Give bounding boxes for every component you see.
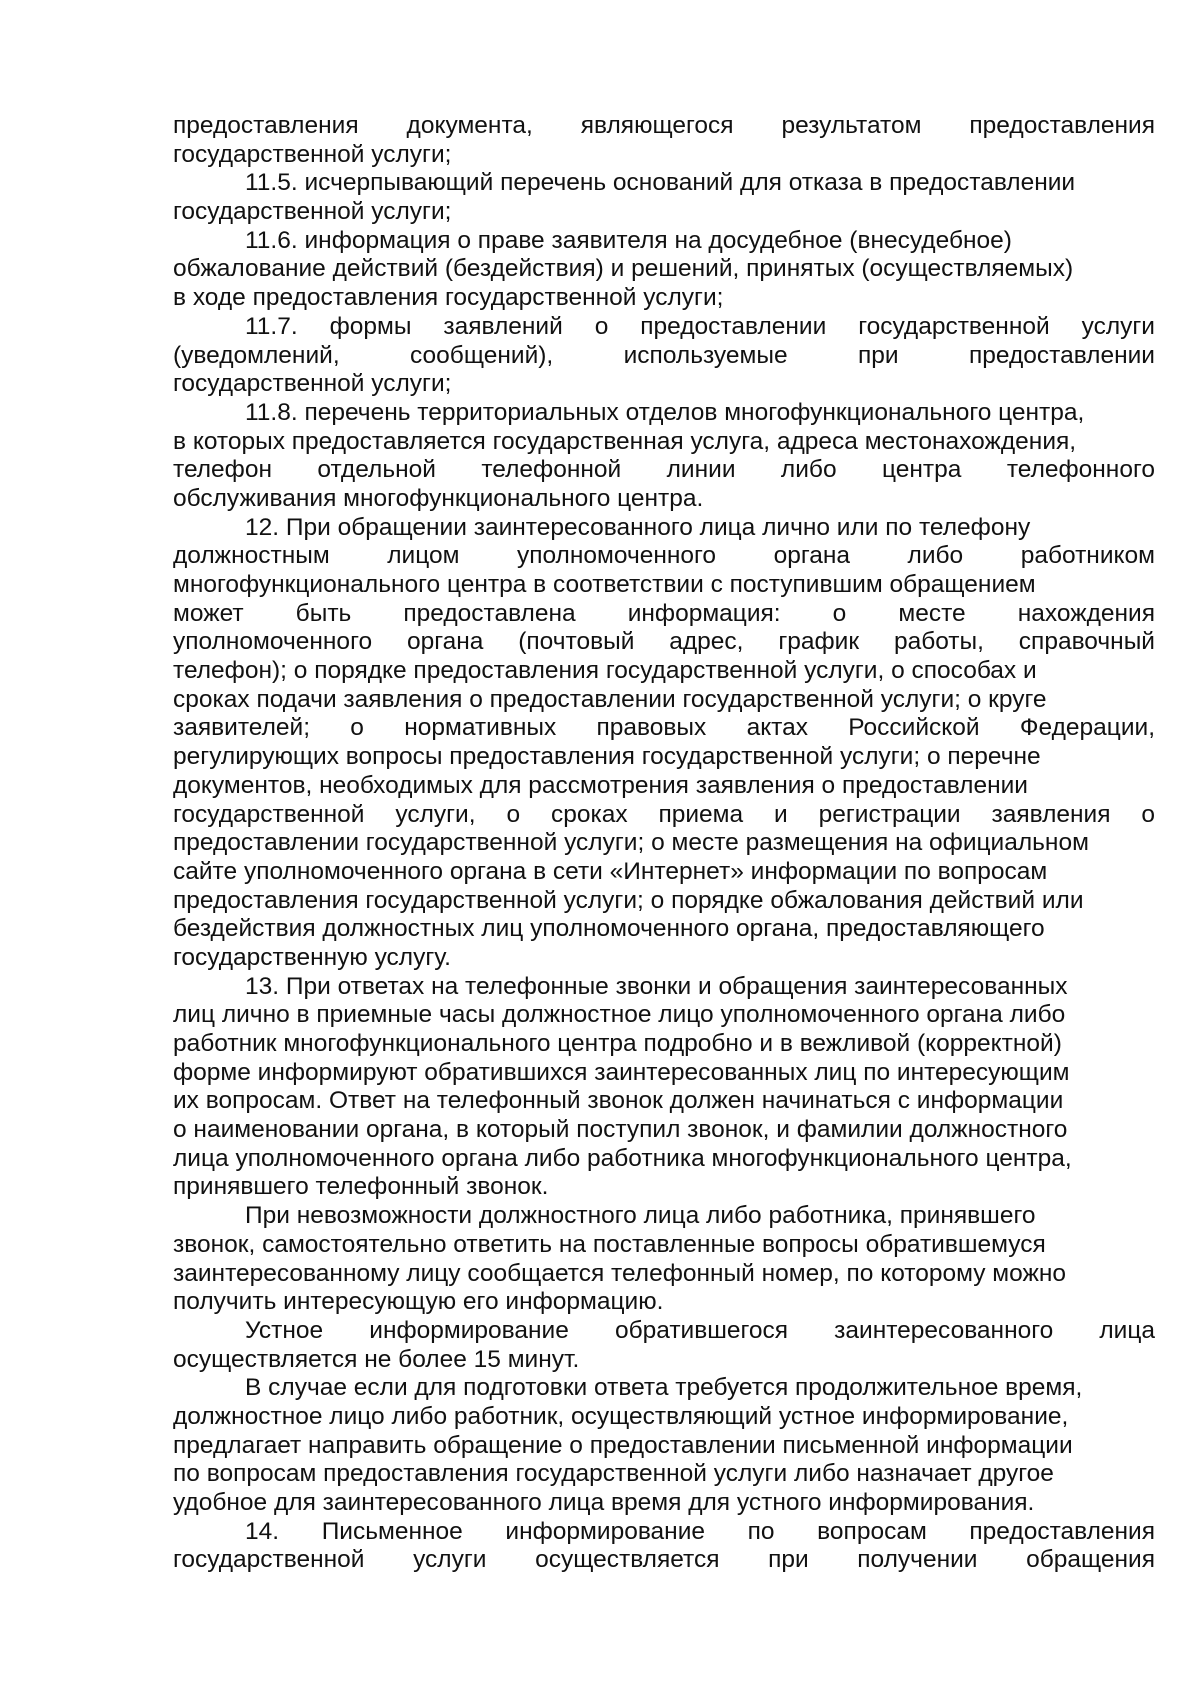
text-line: регулирующих вопросы предоставления государственной услуги; о перечне xyxy=(173,743,1041,771)
text-line: бездействия должностных лиц уполномоченного органа, предоставляющего xyxy=(173,915,1045,943)
text-line: осуществляется не более 15 минут. xyxy=(173,1345,580,1373)
text-line: обслуживания многофункционального центра. xyxy=(173,484,704,512)
text-line: документов, необходимых для рассмотрения заявления о предоставлении xyxy=(173,771,1028,799)
text-line: заявителей; о нормативных правовых актах Российской Федерации, xyxy=(173,714,1155,742)
text-line: телефон); о порядке предоставления государственной услуги, о способах и xyxy=(173,657,1037,685)
text-line: может быть предоставлена информация: о месте нахождения xyxy=(173,599,1155,627)
text-line: 11.5. исчерпывающий перечень оснований для отказа в предоставлении xyxy=(245,169,1076,197)
text-line: государственной услуги; xyxy=(173,198,452,226)
text-line: их вопросам. Ответ на телефонный звонок должен начинаться с информации xyxy=(173,1087,1064,1115)
text-line: сроках подачи заявления о предоставлении государственной услуги; о круге xyxy=(173,685,1047,713)
document-body xyxy=(173,112,1155,1575)
text-line: в ходе предоставления государственной услуги; xyxy=(173,284,724,312)
text-line: государственной услуги, о сроках приема и регистрации заявления о xyxy=(173,800,1155,828)
text-line: предоставления документа, являющегося результатом предоставления xyxy=(173,112,1155,139)
text-line: В случае если для подготовки ответа требуется продолжительное время, xyxy=(245,1374,1083,1402)
text-line: форме информируют обратившихся заинтересованных лиц по интересующим xyxy=(173,1058,1070,1086)
text-line: (уведомлений, сообщений), используемые при предоставлении xyxy=(173,341,1155,369)
text-line: работник многофункционального центра подробно и в вежливой (корректной) xyxy=(173,1030,1062,1057)
text-line: 11.8. перечень территориальных отделов многофункционального центра, xyxy=(245,398,1085,426)
text-line: многофункционального центра в соответствии с поступившим обращением xyxy=(173,571,1036,598)
text-line: 11.6. информация о праве заявителя на досудебное (внесудебное) xyxy=(245,226,1012,254)
text-line: получить интересующую его информацию. xyxy=(173,1288,664,1316)
text-line: заинтересованному лицу сообщается телефонный номер, по которому можно xyxy=(173,1259,1067,1287)
text-line: предлагает направить обращение о предоставлении письменной информации xyxy=(173,1431,1073,1459)
text-line: сайте уполномоченного органа в сети «Интернет» информации по вопросам xyxy=(173,857,1048,885)
text-line: удобное для заинтересованного лица время для устного информирования. xyxy=(173,1489,1035,1516)
text-line: государственную услугу. xyxy=(173,943,451,971)
text-line: При невозможности должностного лица либо работника, принявшего xyxy=(245,1202,1036,1230)
text-line: принявшего телефонный звонок. xyxy=(173,1173,549,1201)
text-line: уполномоченного органа (почтовый адрес, график работы, справочный xyxy=(173,628,1155,656)
text-line: 14. Письменное информирование по вопросам предоставления xyxy=(245,1517,1155,1545)
text-line: лиц лично в приемные часы должностное лицо уполномоченного органа либо xyxy=(173,1001,1066,1029)
text-line: должностное лицо либо работник, осуществляющий устное информирование, xyxy=(173,1402,1069,1430)
text-line: должностным лицом уполномоченного органа либо работником xyxy=(173,542,1155,570)
text-line: 12. При обращении заинтересованного лица лично или по телефону xyxy=(245,513,1031,541)
text-line: государственной услуги осуществляется при получении обращения xyxy=(173,1546,1155,1574)
text-line: предоставлении государственной услуги; о месте размещения на официальном xyxy=(173,829,1089,857)
text-line: Устное информирование обратившегося заинтересованного лица xyxy=(245,1316,1155,1344)
text-line: лица уполномоченного органа либо работника многофункционального центра, xyxy=(173,1144,1072,1172)
text-line: государственной услуги; xyxy=(173,140,452,168)
text-line: 11.7. формы заявлений о предоставлении государственной услуги xyxy=(245,312,1155,340)
text-line: предоставления государственной услуги; о порядке обжалования действий или xyxy=(173,886,1084,914)
text-line: обжалование действий (бездействия) и решений, принятых (осуществляемых) xyxy=(173,255,1074,283)
text-line: 13. При ответах на телефонные звонки и обращения заинтересованных xyxy=(245,972,1068,1000)
text-line: о наименовании органа, в который поступил звонок, и фамилии должностного xyxy=(173,1116,1068,1144)
text-line: государственной услуги; xyxy=(173,370,452,398)
text-line: телефон отдельной телефонной линии либо центра телефонного xyxy=(173,456,1155,484)
text-line: в которых предоставляется государственная услуга, адреса местонахождения, xyxy=(173,427,1077,455)
text-line: звонок, самостоятельно ответить на поставленные вопросы обратившемуся xyxy=(173,1230,1046,1258)
text-line: по вопросам предоставления государственной услуги либо назначает другое xyxy=(173,1460,1054,1488)
